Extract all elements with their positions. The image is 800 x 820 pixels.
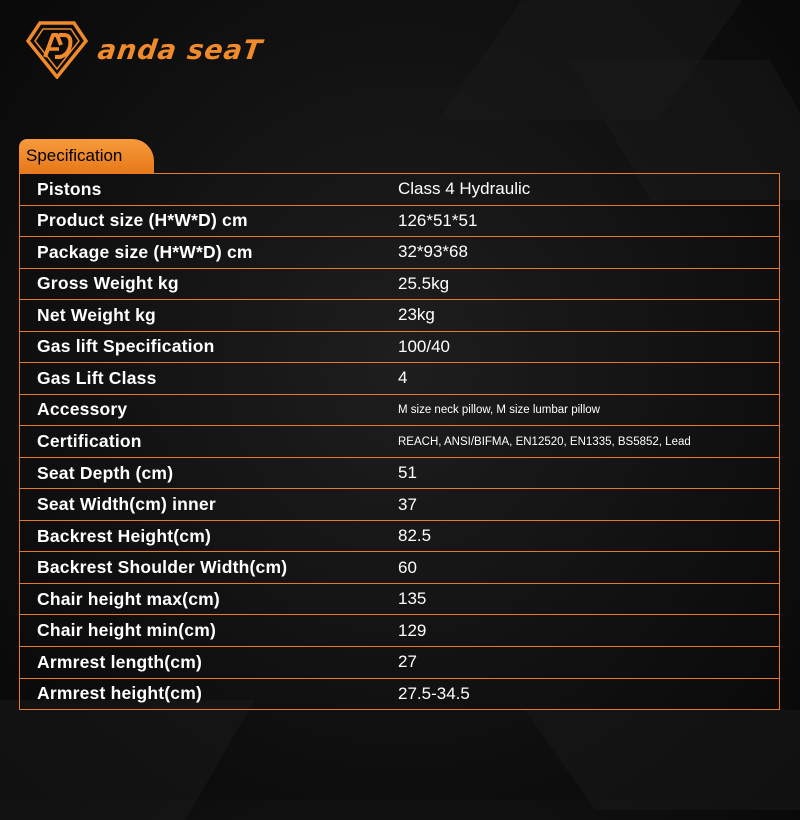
spec-label: Certification	[37, 431, 142, 452]
spec-label: Armrest height(cm)	[37, 683, 203, 704]
spec-label: Chair height max(cm)	[37, 588, 220, 609]
spec-row	[20, 679, 779, 710]
spec-label: Gross Weight kg	[37, 273, 179, 294]
spec-row	[20, 269, 779, 301]
spec-value: 27.5-34.5	[398, 683, 470, 703]
spec-row	[20, 206, 779, 238]
spec-row	[20, 363, 779, 395]
spec-row	[20, 521, 779, 553]
spec-label: Pistons	[37, 178, 102, 199]
spec-label: Seat Depth (cm)	[37, 462, 174, 483]
background-shape	[525, 710, 800, 810]
spec-value: 126*51*51	[398, 210, 478, 230]
spec-value: 82.5	[398, 526, 432, 546]
spec-label: Chair height min(cm)	[37, 620, 217, 641]
spec-value: 60	[398, 557, 417, 577]
spec-value: 4	[398, 368, 408, 388]
background-shape	[0, 700, 255, 820]
spec-label: Product size (H*W*D) cm	[37, 210, 248, 231]
spec-row	[20, 489, 779, 521]
spec-row	[20, 584, 779, 616]
spec-row	[20, 426, 779, 458]
spec-value: 100/40	[398, 336, 450, 356]
spec-value: REACH, ANSI/BIFMA, EN12520, EN1335, BS5852, Lead	[398, 435, 691, 448]
spec-row	[20, 647, 779, 679]
spec-row	[20, 174, 779, 206]
specification-table	[19, 173, 780, 710]
spec-value: 51	[398, 463, 417, 483]
spec-label: Net Weight kg	[37, 304, 156, 325]
spec-row	[20, 458, 779, 490]
specification-tab	[19, 139, 154, 173]
spec-label: Seat Width(cm) inner	[37, 494, 216, 515]
spec-value: 27	[398, 652, 417, 672]
anda-seat-shield-logo-icon	[26, 21, 88, 79]
spec-label: Backrest Height(cm)	[37, 525, 211, 546]
spec-label: Accessory	[37, 399, 128, 420]
spec-label: Gas Lift Class	[37, 367, 157, 388]
spec-value: 23kg	[398, 305, 435, 325]
spec-row	[20, 332, 779, 364]
brand-logo	[26, 20, 265, 80]
spec-label: Gas lift Specification	[37, 336, 215, 357]
spec-row	[20, 395, 779, 427]
spec-value: 32*93*68	[398, 242, 468, 262]
spec-value: Class 4 Hydraulic	[398, 179, 531, 199]
spec-label: Package size (H*W*D) cm	[37, 241, 253, 262]
spec-label: Backrest Shoulder Width(cm)	[37, 557, 288, 578]
spec-row	[20, 615, 779, 647]
brand-name: anda seaT	[95, 34, 265, 66]
spec-label: Armrest length(cm)	[37, 651, 203, 672]
spec-row	[20, 552, 779, 584]
spec-value: 37	[398, 494, 417, 514]
spec-row	[20, 237, 779, 269]
spec-value: M size neck pillow, M size lumbar pillow	[398, 403, 600, 416]
specification-tab-label: Specification	[26, 146, 123, 165]
spec-value: 25.5kg	[398, 273, 450, 293]
spec-value: 129	[398, 620, 427, 640]
spec-value: 135	[398, 589, 427, 609]
spec-row	[20, 300, 779, 332]
